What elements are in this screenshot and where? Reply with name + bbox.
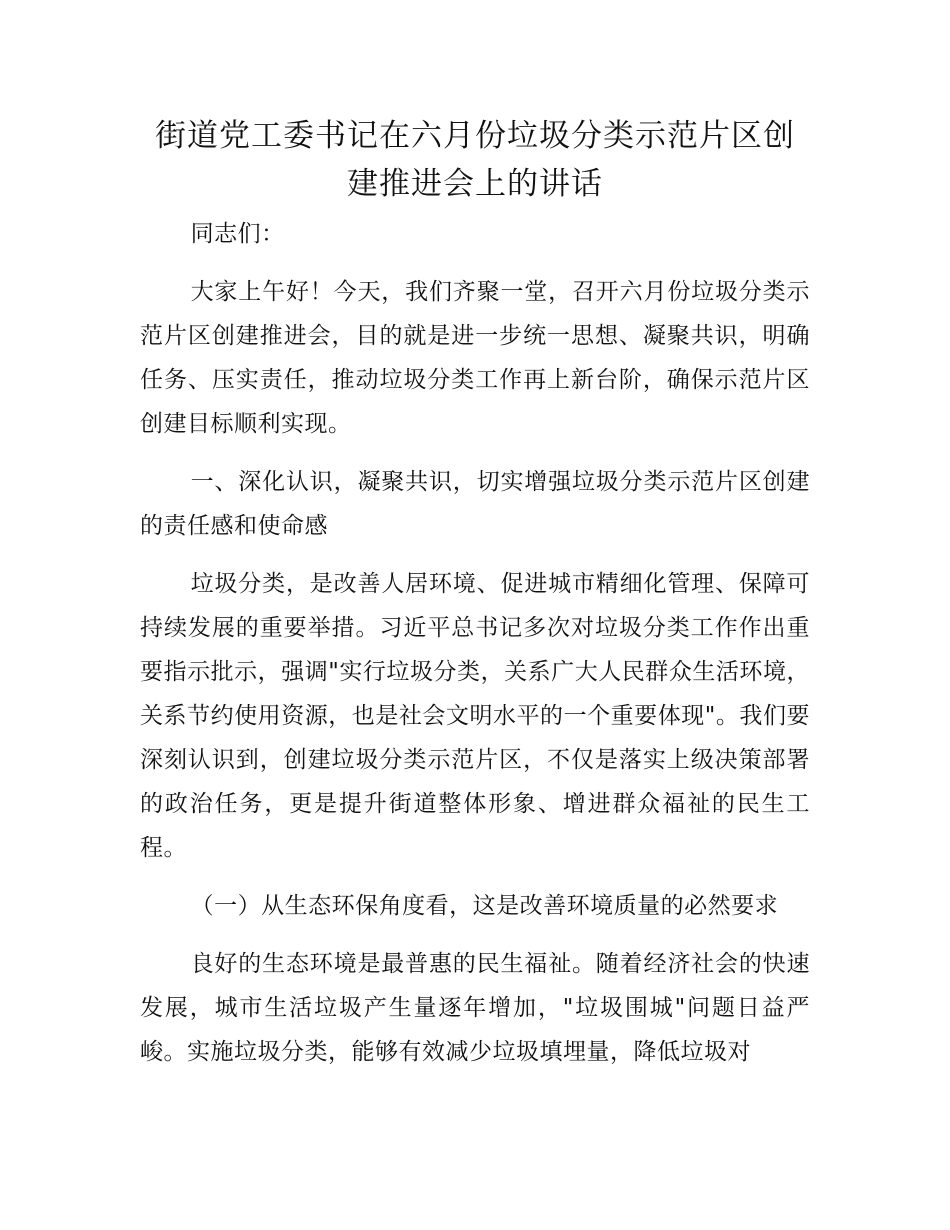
document-title: 街道党工委书记在六月份垃圾分类示范片区创建推进会上的讲话 <box>155 118 795 202</box>
document-body <box>140 212 810 1088</box>
subsection-heading-1: （一）从生态环保角度看，这是改善环境质量的必然要求 <box>190 893 779 919</box>
salutation: 同志们： <box>190 221 285 247</box>
section-heading-1: 一、深化认识，凝聚共识，切实增强垃圾分类示范片区创建的责任感和使命感 <box>140 469 810 539</box>
body-paragraph: 垃圾分类，是改善人居环境、促进城市精细化管理、保障可持续发展的重要举措。习近平总书记多次对垃圾分类工作作出重要指示批示，强调"实行垃圾分类，关系广大人民群众生活环境，关系节约使用资源，也是社会文明水平的一个重要体现"。我们要深刻认识到，创建垃圾分类示范片区，不仅是落实上级决策部署的政治任务，更是提升街道整体形象、增进群众福祉的民生工程。 <box>140 571 810 861</box>
opening-paragraph: 大家上午好！今天，我们齐聚一堂，召开六月份垃圾分类示范片区创建推进会，目的就是进一步统一思想、凝聚共识，明确任务、压实责任，推动垃圾分类工作再上新台阶，确保示范片区创建目标顺利实现。 <box>140 279 810 437</box>
body-paragraph: 良好的生态环境是最普惠的民生福祉。随着经济社会的快速发展，城市生活垃圾产生量逐年增加，"垃圾围城"问题日益严峻。实施垃圾分类，能够有效减少垃圾填埋量，降低垃圾对 <box>140 951 810 1065</box>
